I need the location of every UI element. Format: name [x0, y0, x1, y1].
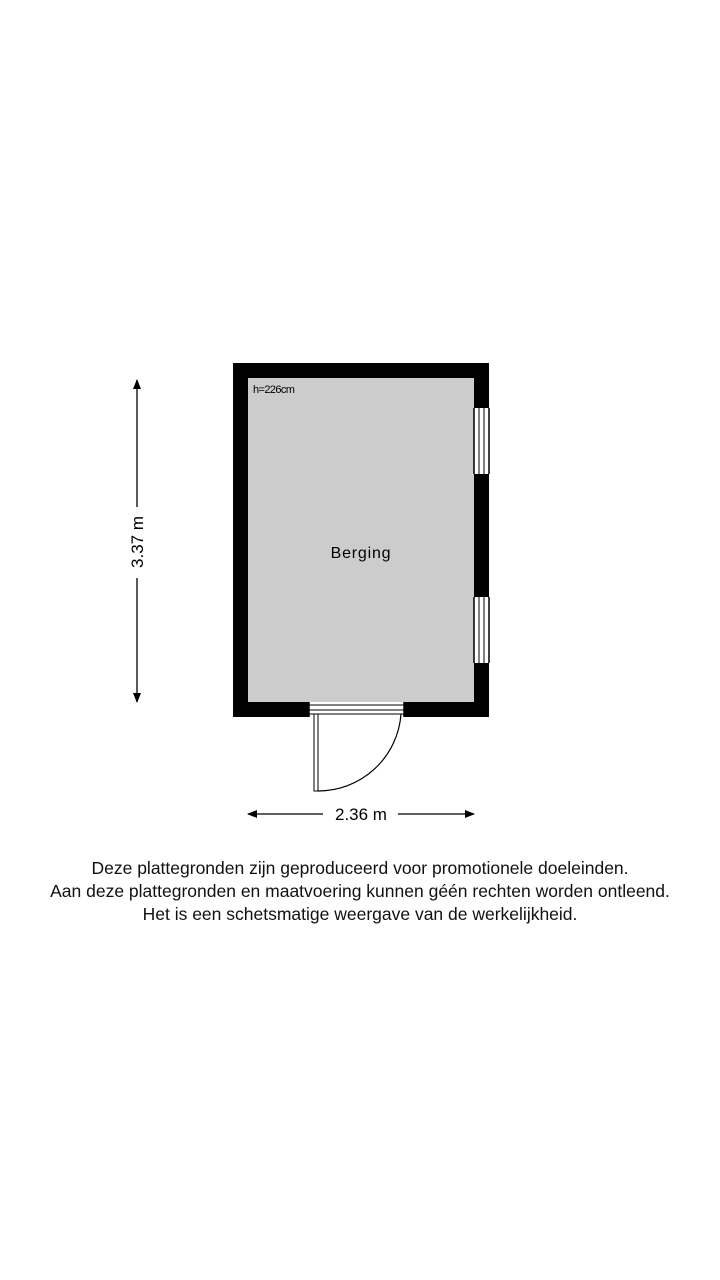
door-leaf — [314, 714, 318, 791]
window-lower — [474, 597, 489, 663]
disclaimer-line-1: Deze plattegronden zijn geproduceerd voor promotionele doeleinden. — [91, 858, 629, 878]
disclaimer — [0, 857, 720, 926]
dimension-width — [248, 805, 474, 824]
room-label: Berging — [330, 545, 392, 562]
disclaimer-line-3: Het is een schetsmatige weergave van de werkelijkheid. — [142, 904, 578, 924]
door-swing-arc — [318, 714, 401, 791]
window-upper — [474, 408, 489, 474]
dimension-length-label: 3.37 m — [128, 516, 147, 568]
door — [309, 702, 404, 791]
disclaimer-line-2: Aan deze plattegronden en maatvoering kunnen géén rechten worden ontleend. — [50, 881, 670, 901]
room-floor — [248, 378, 474, 702]
dimension-width-label: 2.36 m — [335, 805, 387, 824]
dimension-length — [128, 380, 147, 702]
ceiling-height-label: h=226cm — [253, 384, 295, 396]
